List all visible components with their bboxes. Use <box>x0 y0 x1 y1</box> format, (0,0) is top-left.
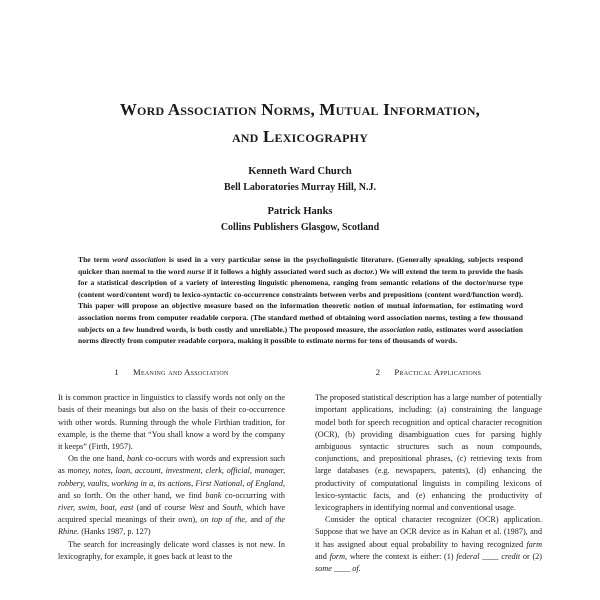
section-2-paragraph-1 <box>315 392 542 514</box>
section-1-paragraph-2-run-11: South, <box>222 503 244 513</box>
paper-title <box>60 96 540 150</box>
title-line-2: and Lexicography <box>231 127 369 146</box>
abstract-run-8: estimates word association norms directly from computer readable corpora, making it possible to estimate norms for tens of thousands of words. <box>78 324 524 346</box>
abstract <box>78 254 523 347</box>
section-2-paragraph-2-run-8: or (2) <box>520 551 542 561</box>
section-1-paragraph-2-run-1: bank <box>127 454 143 464</box>
section-1-paragraph-2-run-15: of the Rhine. <box>58 515 285 537</box>
section-2-paragraph-2-run-11: of. <box>352 564 361 574</box>
section-1-paragraph-2 <box>58 453 285 538</box>
section-1-paragraph-2-run-4: and so forth. On the other hand, we find <box>58 490 206 500</box>
section-2-paragraph-1-run-0: The proposed statistical description has a large number of potentially important applications, including: (a) constraining the language model both for speech recognition and optical character recognition (OCR), (b) providing disambiguation cues for parsing highly ambiguous syntactic structures such as noun compounds, conjunctions, and prepositional phrases, (c) retrieving texts from large databases (e.g. newspapers, patents), (d) enhancing the productivity of computational linguists in compiling lexicons of lexico-syntactic facts, and (e) enhancing the productivity of lexicographers in identifying normal and conventional usage. <box>315 393 542 513</box>
section-2-paragraph-2 <box>315 514 542 575</box>
section-1-paragraph-2-run-8: (and of course <box>133 503 189 513</box>
section-2-paragraph-2-run-6: ____ <box>479 551 502 561</box>
section-1-heading <box>58 366 285 378</box>
section-1-paragraph-3-run-0: The search for increasingly delicate word classes is not new. In lexicography, for example, it goes back at least to the <box>58 539 285 561</box>
section-1-paragraph-2-run-3: money, notes, loan, account, investment, clerk, official, manager, robbery, vaults, working in a, its actions, First National, of England, <box>58 466 285 488</box>
abstract-run-5: doctor. <box>353 266 375 276</box>
section-2-paragraph-2-run-7: credit <box>501 551 521 561</box>
section-1-number: 1 <box>114 367 120 377</box>
section-1-paragraph-1-run-0: It is common practice in linguistics to classify words not only on the basis of their meanings but also on the basis of their co-occurrence with other words. Running through the whole Firthian tradition, for example, is the theme that “You shall know a word by the company it keeps” (Firth, 1957). <box>58 393 285 452</box>
section-2-heading <box>315 366 542 378</box>
abstract-run-1: word association <box>112 255 166 264</box>
section-1-paragraph-2-run-16: (Hanks 1987, p. 127) <box>79 527 151 537</box>
abstract-run-7: association ratio, <box>380 324 434 334</box>
section-1-paragraph-2-run-7: river, swim, boat, east <box>58 503 134 513</box>
section-2-paragraph-2-run-4: where the context is either: (1) <box>347 551 457 561</box>
title-line-1: Word Association Norms, Mutual Information, <box>119 100 481 119</box>
section-2-paragraph-2-run-9: some <box>315 564 332 574</box>
section-2-column <box>315 366 542 575</box>
author-2-affiliation: Collins Publishers Glasgow, Scotland <box>220 222 380 233</box>
abstract-run-4: if it follows a highly associated word such as <box>204 266 354 276</box>
author-1-name: Kenneth Ward Church <box>248 166 352 177</box>
section-1-paragraph-2-run-13: on top of the, <box>200 515 248 525</box>
section-2-paragraph-2-run-5: federal <box>456 551 480 561</box>
section-2-paragraph-2-run-2: and <box>315 551 330 561</box>
abstract-run-2: is used in a very particular sense in the psycholinguistic literature. (Generally speaking, subjects respond quicker than normal to the word <box>78 255 523 276</box>
section-2-number: 2 <box>375 367 381 377</box>
section-1-title: Meaning and Association <box>133 367 229 377</box>
abstract-run-0: The term <box>78 255 113 264</box>
abstract-run-3: nurse <box>187 266 205 276</box>
section-2-paragraph-2-run-3: form, <box>329 551 348 561</box>
section-1-paragraph-2-run-10: and <box>204 503 223 513</box>
section-1-paragraph-3 <box>58 539 285 563</box>
author-1-affiliation: Bell Laboratories Murray Hill, N.J. <box>224 182 376 193</box>
section-2-paragraph-2-run-1: farm <box>526 539 542 549</box>
section-2-paragraph-2-run-0: Consider the optical character recognizer (OCR) application. Suppose that we have an OCR device as in Kahan et al. (1987), and it has assigned about equal probability to having recognized <box>315 515 542 549</box>
section-1-body <box>58 392 285 563</box>
section-1-paragraph-1 <box>58 392 285 453</box>
abstract-run-6: ) We will extend the term to provide the basis for a statistical description of a variety of interesting linguistic phenomena, ranging from semantic relations of the doctor/nurse type (content word/content word) to lexico-syntactic co-occurrence constraints between verbs and prepositions (content word/function word). This paper will propose an objective measure based on the information theoretic notion of mutual information, for estimating word association norms from computer readable corpora. (The standard method of obtaining word association norms, testing a few thousand subjects on a few hundred words, is both costly and unreliable.) The proposed measure, the <box>78 266 523 334</box>
section-2-title: Practical Applications <box>394 367 482 377</box>
author-2-name: Patrick Hanks <box>267 206 333 217</box>
section-1-paragraph-2-run-2: co-occurs with words and expression such as <box>58 454 285 476</box>
section-1-column <box>58 366 285 563</box>
section-1-paragraph-2-run-12: which have acquired special meanings of their own), <box>58 503 285 525</box>
section-1-paragraph-2-run-9: West <box>188 503 205 513</box>
section-2-body <box>315 392 542 575</box>
section-1-paragraph-2-run-0: On the one hand, <box>68 454 128 464</box>
section-1-paragraph-2-run-14: and <box>247 515 266 525</box>
section-1-paragraph-2-run-5: bank <box>205 490 222 500</box>
section-1-paragraph-2-run-6: co-occurring with <box>221 490 285 500</box>
section-2-paragraph-2-run-10: ____ <box>331 564 353 574</box>
